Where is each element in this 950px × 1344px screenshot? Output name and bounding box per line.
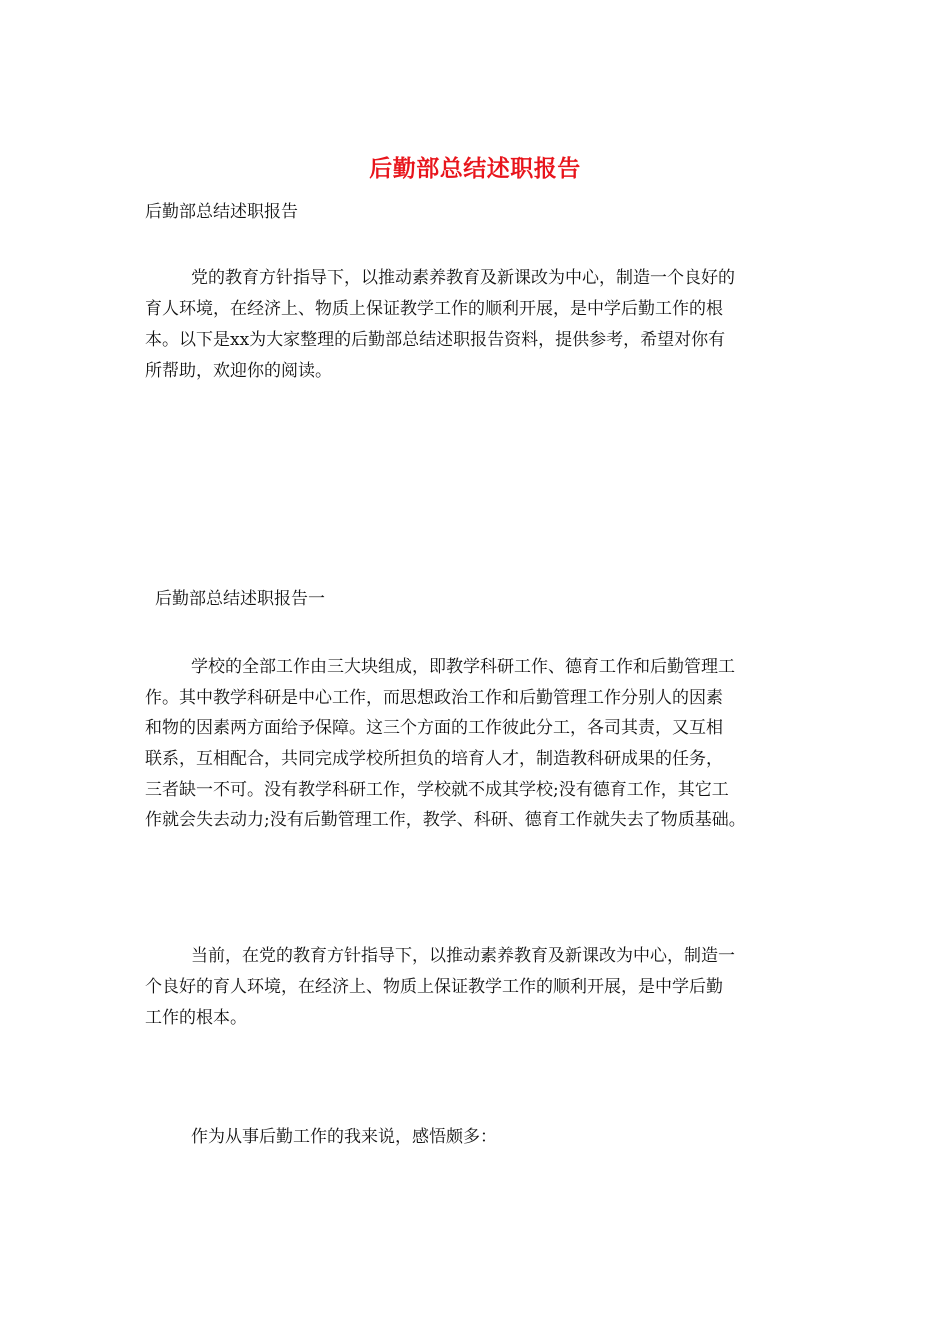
paragraph-line: 作为从事后勤工作的我来说，感悟颇多： bbox=[191, 1127, 497, 1147]
document-title: 后勤部总结述职报告 bbox=[369, 155, 581, 182]
body-paragraph-2 bbox=[145, 941, 735, 1034]
paragraph-line: 党的教育方针指导下，以推动素养教育及新课改为中心，制造一个良好的 bbox=[191, 268, 735, 288]
paragraph-line: 个良好的育人环境，在经济上、物质上保证教学工作的顺利开展，是中学后勤 bbox=[145, 977, 723, 997]
section-heading: 后勤部总结述职报告一 bbox=[155, 589, 325, 609]
paragraph-line: 联系，互相配合，共同完成学校所担负的培育人才，制造教科研成果的任务， bbox=[145, 749, 723, 770]
paragraph-line: 和物的因素两方面给予保障。这三个方面的工作彼此分工，各司其责，又互相 bbox=[145, 718, 723, 739]
body-paragraph-1 bbox=[145, 652, 746, 836]
paragraph-line: 所帮助，欢迎你的阅读。 bbox=[145, 361, 332, 381]
intro-paragraph bbox=[145, 263, 735, 387]
paragraph-line: 本。以下是xx为大家整理的后勤部总结述职报告资料，提供参考，希望对你有 bbox=[145, 330, 726, 350]
document-subtitle: 后勤部总结述职报告 bbox=[145, 202, 298, 222]
paragraph-line: 育人环境，在经济上、物质上保证教学工作的顺利开展，是中学后勤工作的根 bbox=[145, 299, 723, 319]
paragraph-line: 作。其中教学科研是中心工作，而思想政治工作和后勤管理工作分别人的因素 bbox=[145, 687, 723, 708]
body-paragraph-3 bbox=[145, 1122, 497, 1153]
paragraph-line: 工作的根本。 bbox=[145, 1008, 247, 1028]
paragraph-line: 三者缺一不可。没有教学科研工作，学校就不成其学校;没有德育工作，其它工 bbox=[145, 779, 729, 800]
paragraph-line: 作就会失去动力;没有后勤管理工作，教学、科研、德育工作就失去了物质基础。 bbox=[145, 810, 746, 831]
paragraph-line: 当前，在党的教育方针指导下，以推动素养教育及新课改为中心，制造一 bbox=[191, 946, 735, 966]
paragraph-line: 学校的全部工作由三大块组成，即教学科研工作、德育工作和后勤管理工 bbox=[191, 657, 735, 677]
